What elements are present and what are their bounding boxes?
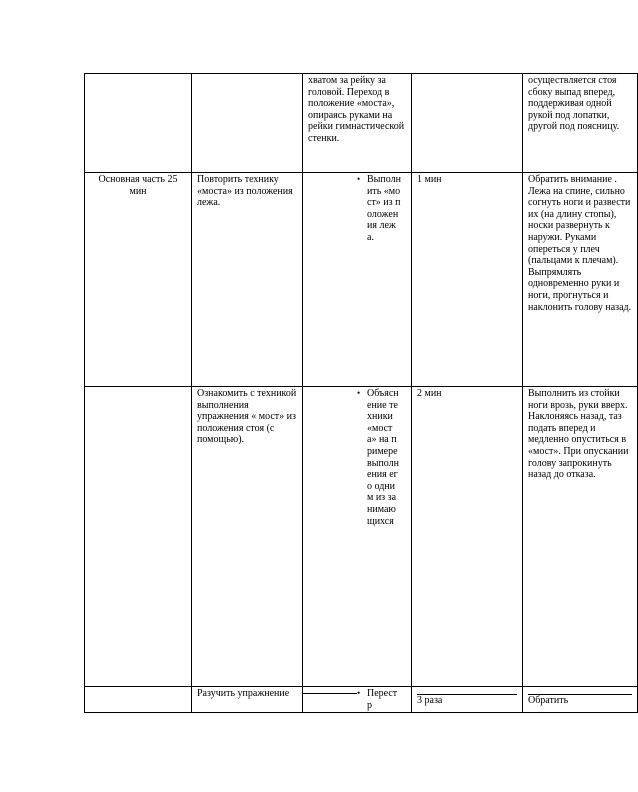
part-cell — [85, 387, 192, 687]
task-cell — [192, 74, 303, 173]
notes-cell — [523, 687, 638, 713]
content-spacer — [303, 687, 357, 711]
notes-cell: осуществляется стоя сбоку выпад вперед, поддерживая одной рукой под лопатки, другой под поясницу. — [523, 74, 638, 173]
content-cell — [303, 74, 412, 173]
content-cell — [303, 387, 412, 687]
task-cell: Повторить технику «моста» из положения лежа. — [192, 173, 303, 387]
part-cell — [85, 687, 192, 713]
content-cell — [303, 687, 412, 713]
table-row — [85, 687, 638, 713]
dosage-cell: 1 мин — [412, 173, 523, 387]
dosage-text: 3 раза — [417, 695, 443, 706]
task-cell: Ознакомить с техникой выполнения упражнения « мост» из положения стоя (с помощью). — [192, 387, 303, 687]
content-text: хватом за рейку за головой. Переход в положение «моста», опираясь руками на рейки гимнастической стенки. — [308, 75, 405, 144]
task-cell: Разучить упражнение — [192, 687, 303, 713]
content-spacer — [303, 387, 357, 527]
notes-cell: Обратить внимание . Лежа на спине, сильно согнуть ноги и развести их (на длину стопы), носки развернуть к наружи. Руками опереться у плеч (пальцами к плечам). Выпрямлять одновременно руки и ноги, прогнуться и наклонить голову назад. — [523, 173, 638, 387]
notes-cell: Выполнить из стойки ноги врозь, руки вверх. Наклоняясь назад, таз подать вперед и медленно опуститься в «мост». При опускании голову запрокинуть назад до отказа. — [523, 387, 638, 687]
content-text: Перестр — [367, 688, 398, 711]
bullet-icon: • — [357, 388, 361, 398]
dosage-cell — [412, 74, 523, 173]
lesson-plan-table — [84, 73, 638, 713]
part-cell — [85, 74, 192, 173]
table-row — [85, 74, 638, 173]
content-text: Объяснение техники «моста» на примере выполнения его одним из занимающихся — [367, 388, 400, 527]
dosage-cell — [412, 687, 523, 713]
content-spacer — [303, 173, 357, 244]
part-cell: Основная часть 25 мин — [85, 173, 192, 387]
content-cell — [303, 173, 412, 387]
bullet-icon: • — [357, 174, 361, 184]
bullet-icon: • — [357, 688, 361, 698]
cell-divider — [303, 693, 357, 694]
notes-text: Обратить — [528, 695, 569, 706]
dosage-cell: 2 мин — [412, 387, 523, 687]
table-row — [85, 387, 638, 687]
table-row — [85, 173, 638, 387]
content-text: Выполнить «мост» из положения лежа. — [367, 174, 401, 243]
